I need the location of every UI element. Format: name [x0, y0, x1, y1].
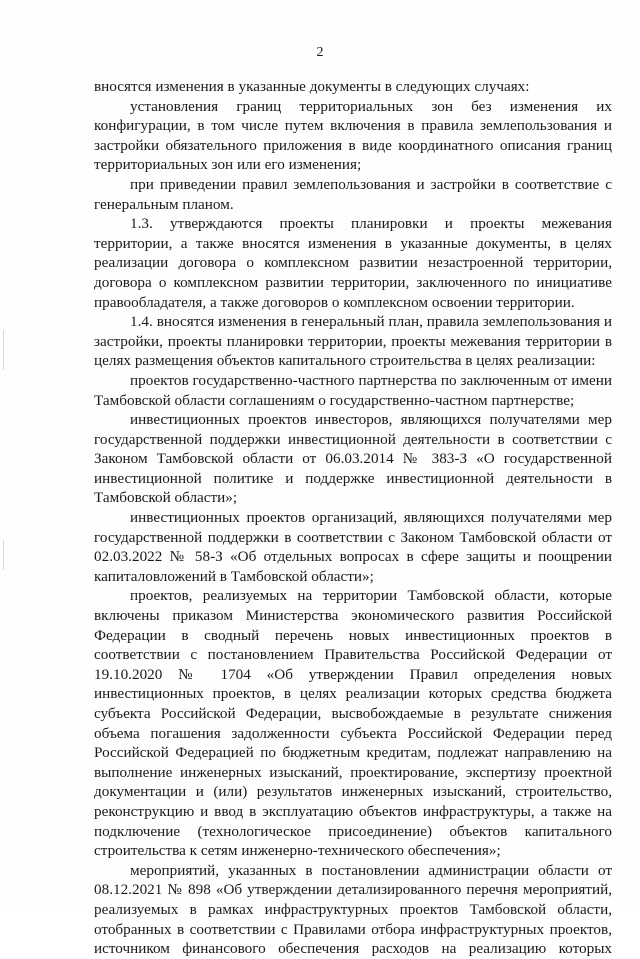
paragraph: при приведении правил землепользования и застройки в соответствие с генеральным планом.: [94, 175, 612, 213]
paragraph: 1.4. вносятся изменения в генеральный план, правила землепользования и застройки, проекты планировки территории, проекты межевания территории в целях размещения объектов капитального строительства в целях реализации:: [94, 313, 612, 370]
paragraph: проектов, реализуемых на территории Тамбовской области, которые включены приказом Министерства экономического развития Российской Федерации в сводный перечень новых инвестиционных проектов в соответствии с постановлением Правительства Российской Федерации от 19.10.2020 № 1704 «Об утверждении Правил определения новых инвестиционных проектов, в целях реализации которых средства бюджета субъекта Российской Федерации, высвобождаемые в результате снижения объема погашения задолженности субъекта Российской Федерации перед Российской Федерацией по бюджетным кредитам, подлежат направлению на выполнение инженерных изысканий, проектирование, экспертизу проектной документации и (или) результатов инженерных изысканий, строительство, реконструкцию и ввод в эксплуатацию объектов инфраструктуры, а также на подключение (технологическое присоединение) объектов капитального строительства к сетям инженерно-технического обеспечения»;: [94, 587, 612, 860]
document-body: [94, 77, 612, 959]
paragraph: вносятся изменения в указанные документы в следующих случаях:: [94, 78, 530, 95]
scan-margin-mark: [3, 330, 4, 370]
paragraph: инвестиционных проектов инвесторов, являющихся получателями мер государственной поддержки инвестиционной деятельности в соответствии с Законом Тамбовской области от 06.03.2014 № 383-З «О государственной инвестиционной политике и поддержке инвестиционной деятельности в Тамбовской области»;: [94, 411, 612, 507]
paragraph: 1.3. утверждаются проекты планировки и проекты межевания территории, а также вносятся изменения в указанные документы, в целях реализации договора о комплексном развитии незастроенной территории, договора о комплексном развитии территории, заключенного по инициативе правообладателя, а также договоров о комплексном освоении территории.: [94, 215, 612, 311]
paragraph: инвестиционных проектов организаций, являющихся получателями мер государственной поддержки в соответствии с Законом Тамбовской области от 02.03.2022 № 58-З «Об отдельных вопросах в сфере защиты и поощрении капиталовложений в Тамбовской области»;: [94, 509, 612, 585]
scan-margin-mark: [3, 540, 4, 570]
paragraph: мероприятий, указанных в постановлении администрации области от 08.12.2021 № 898 «Об утверждении детализированного перечня мероприятий, реализуемых в рамках инфраструктурных проектов Тамбовской области, отобранных в соответствии с Правилами отбора инфраструктурных проектов, источником финансового обеспечения расходов на реализацию которых: [94, 861, 612, 958]
page-number: 2: [316, 45, 324, 60]
paragraph: установления границ территориальных зон без изменения их конфигурации, в том числе путем включения в правила землепользования и застройки обязательного приложения в виде координатного описания границ территориальных зон или его изменения;: [94, 97, 612, 174]
paragraph: проектов государственно-частного партнерства по заключенным от имени Тамбовской области соглашениям о государственно-частном партнерстве;: [94, 371, 612, 409]
